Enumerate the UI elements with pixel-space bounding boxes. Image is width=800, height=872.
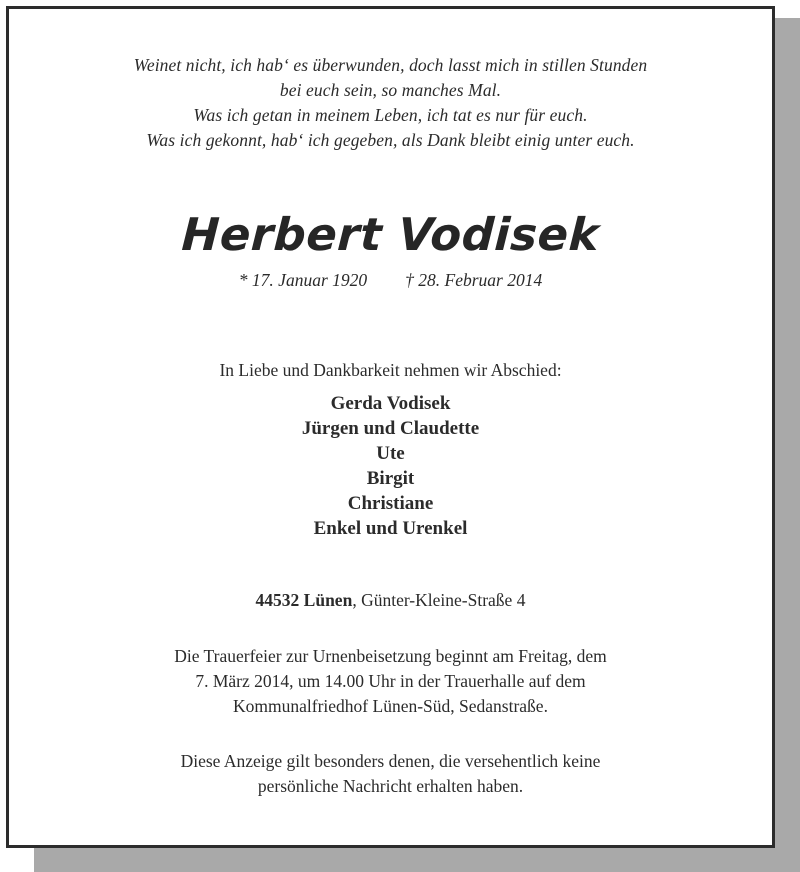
- survivor-name: Gerda Vodisek: [330, 393, 451, 414]
- birth-date: * 17. Januar 1920: [238, 270, 368, 290]
- survivor-name: Christiane: [347, 493, 434, 514]
- ceremony-line: Die Trauerfeier zur Urnenbeisetzung beginnt am Freitag, dem: [174, 646, 607, 666]
- deceased-name-block: [49, 210, 732, 291]
- ceremony-line: 7. März 2014, um 14.00 Uhr in der Trauerhalle auf dem: [195, 671, 586, 691]
- death-date: † 28. Februar 2014: [405, 270, 543, 290]
- ceremony-line: Kommunalfriedhof Lünen-Süd, Sedanstraße.: [233, 696, 548, 716]
- obituary-card: [6, 6, 775, 848]
- survivor-name: Ute: [376, 443, 405, 464]
- notice-line: Diese Anzeige gilt besonders denen, die versehentlich keine: [180, 751, 601, 771]
- closing-notice: [49, 749, 732, 799]
- address-city: 44532 Lünen: [255, 590, 353, 610]
- notice-line: persönliche Nachricht erhalten haben.: [257, 776, 524, 796]
- survivors-list: [49, 391, 732, 541]
- address: [49, 589, 732, 611]
- poem-line: Was ich gekonnt, hab‘ ich gegeben, als Dank bleibt einig unter euch.: [146, 130, 635, 150]
- memorial-poem: [49, 53, 732, 153]
- obituary-content: [9, 9, 772, 845]
- ceremony-details: [49, 644, 732, 719]
- survivor-name: Jürgen und Claudette: [301, 418, 480, 439]
- poem-line: Was ich getan in meinem Leben, ich tat es nur für euch.: [193, 105, 588, 125]
- deceased-name: Herbert Vodisek: [180, 208, 601, 261]
- poem-line: bei euch sein, so manches Mal.: [279, 80, 502, 100]
- survivor-name: Birgit: [366, 468, 415, 489]
- farewell-intro: In Liebe und Dankbarkeit nehmen wir Abschied:: [219, 360, 562, 380]
- address-street: , Günter-Kleine-Straße 4: [352, 590, 526, 610]
- poem-line: Weinet nicht, ich hab‘ es überwunden, doch lasst mich in stillen Stunden: [133, 55, 648, 75]
- survivor-name: Enkel und Urenkel: [313, 518, 468, 539]
- life-dates: [49, 269, 732, 291]
